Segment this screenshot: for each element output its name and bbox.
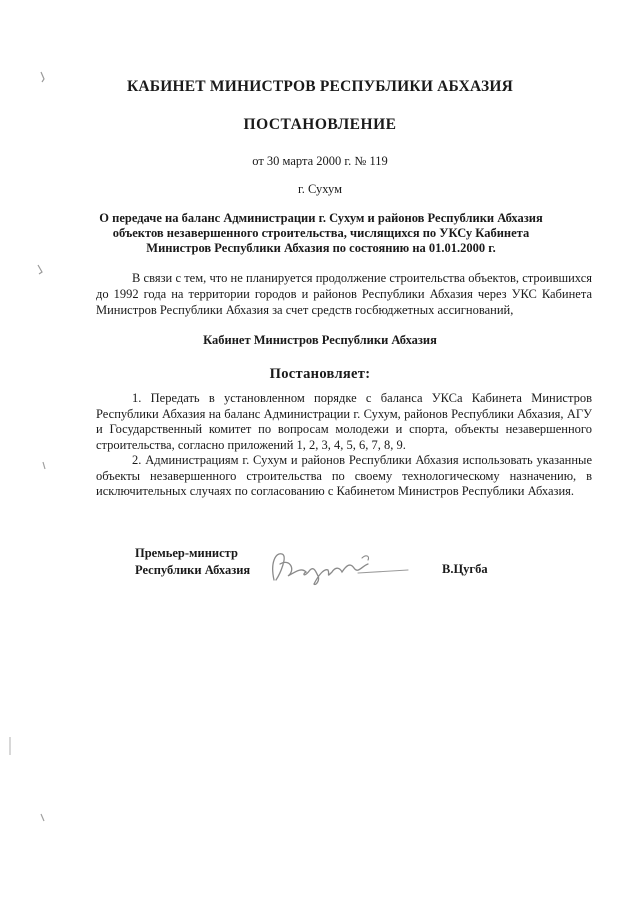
- decree-items: [96, 391, 592, 500]
- scan-speck-3: [40, 460, 50, 472]
- scan-speck-2: [36, 262, 46, 276]
- organization-heading: КАБИНЕТ МИНИСТРОВ РЕСПУБЛИКИ АБХАЗИЯ: [126, 78, 514, 95]
- signatory-title-line-2: Республики Абхазия: [135, 563, 251, 577]
- signatory-title: [135, 545, 250, 579]
- preamble-paragraph: В связи с тем, что не планируется продолжение строительства объектов, строившихся до 1992 года на территории городов и районов Республики Абхазия через УКС Кабинета Министров Республики Абхазия за счет средств госбюджетных ассигнований,: [96, 271, 592, 317]
- issuing-body: Кабинет Министров Республики Абхазия: [203, 333, 437, 347]
- document-subject: О передаче на баланс Администрации г. Сухум и районов Республики Абхазия объектов незавершенного строительства, числящихся по УКСу Кабинета Министров Республики Абхазия по состоянию на 01.01.2000 г.: [99, 211, 543, 255]
- scan-speck-5: [38, 812, 48, 824]
- date-and-number: от 30 марта 2000 г. № 119: [252, 154, 388, 168]
- document-type-heading: ПОСТАНОВЛЕНИЕ: [243, 116, 397, 133]
- signatory-title-line-1: Премьер-министр: [135, 546, 238, 560]
- decree-item-2: 2. Администрациям г. Сухум и районов Республики Абхазия использовать указанные объекты незавершенного строительства по своему технологическому назначению, в исключительных случаях по согласованию с Кабинетом Министров Республики Абхазия.: [96, 453, 592, 498]
- city: г. Сухум: [297, 182, 342, 196]
- handwritten-signature-icon: [262, 540, 412, 592]
- signatory-name: В.Цугба: [442, 562, 488, 576]
- scan-speck-4: [6, 735, 14, 757]
- decree-word: Постановляет:: [269, 366, 371, 382]
- decree-item-1: 1. Передать в установленном порядке с баланса УКСа Кабинета Министров Республики Абхазия на баланс Администрации г. Сухум, районов Республики Абхазия, АГУ и Государственный комитет по вопросам молодежи и спорта, объекты незавершенного строительства, согласно приложений 1, 2, 3, 4, 5, 6, 7, 8, 9.: [96, 391, 592, 452]
